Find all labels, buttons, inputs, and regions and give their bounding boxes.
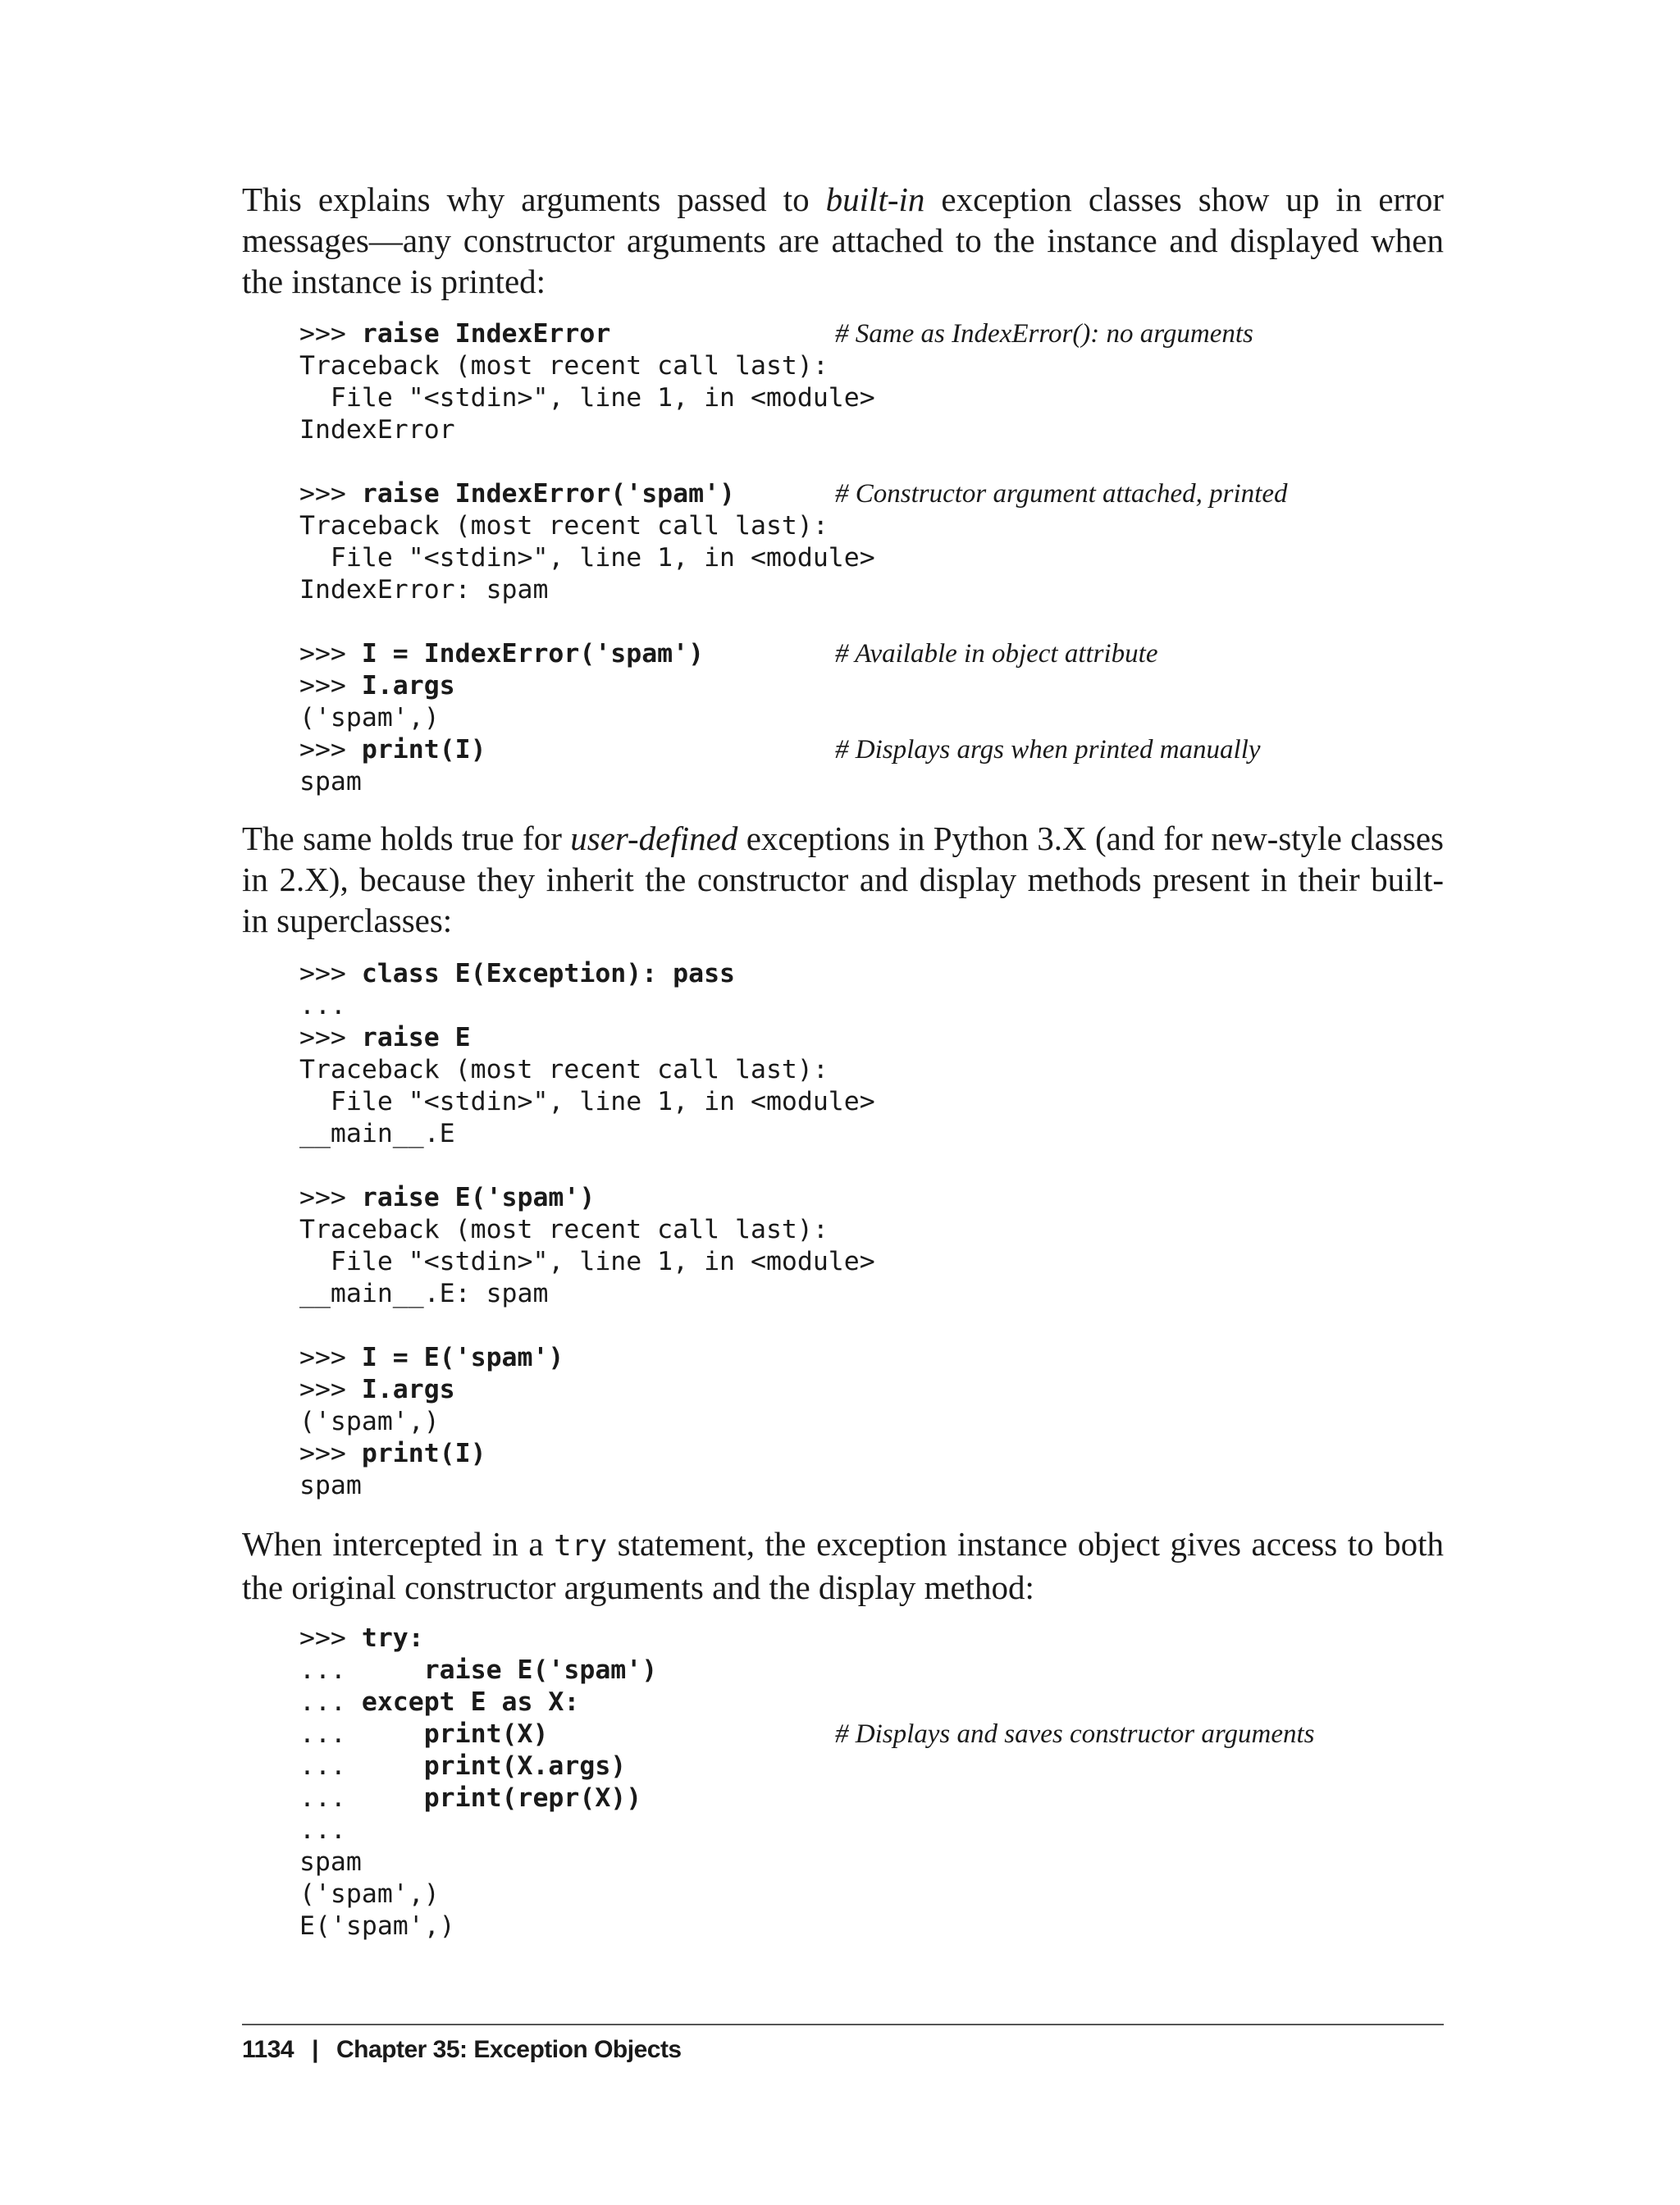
code-output: IndexError: spam [299,575,549,605]
code-line [299,1719,1448,1751]
code-output: spam [299,1471,362,1500]
code-line [299,1623,1448,1655]
code-command: raise E [361,1023,471,1052]
code-command: print(X) [423,1719,549,1749]
code-prompt: ... [299,1815,346,1845]
code-line [299,1022,1448,1054]
code-line [299,1118,1448,1150]
code-block-builtin [299,318,1448,798]
code-line [299,1374,1448,1406]
code-prompt: ... [299,1751,424,1781]
code-line [299,414,1448,446]
code-prompt: ... [299,1655,424,1685]
code-output: spam [299,1847,362,1877]
code-line [299,958,1448,990]
code-line [299,990,1448,1022]
code-output: File "<stdin>", line 1, in <module> [299,1247,875,1276]
code-line [299,766,1448,798]
code-prompt: >>> [299,671,362,701]
footer-rule [242,2024,1444,2025]
code-command: print(repr(X)) [423,1783,642,1813]
code-command: raise E('spam') [361,1183,596,1212]
code-output: __main__.E [299,1119,455,1148]
code-line [299,1086,1448,1118]
code-command: print(X.args) [423,1751,627,1781]
code-command: print(I) [361,1439,486,1468]
chapter-title: Chapter 35: Exception Objects [336,2036,682,2063]
code-line [299,606,1448,638]
code-line [299,1278,1448,1310]
code-line [299,1911,1448,1942]
paragraph-line: When intercepted in a try statement, the exception instance object gives access to both [242,1525,1444,1563]
code-output: File "<stdin>", line 1, in <module> [299,383,875,413]
paragraph-builtin-args [242,179,1444,302]
code-prompt: >>> [299,1023,362,1052]
paragraph-line: This explains why arguments passed to built-in exception classes show up in error [242,180,1444,218]
code-prompt: >>> [299,1439,362,1468]
code-output: File "<stdin>", line 1, in <module> [299,1087,875,1116]
code-output: Traceback (most recent call last): [299,511,829,541]
code-block-try-except [299,1623,1448,1942]
code-prompt: ... [299,1687,362,1717]
code-command: try: [361,1623,424,1653]
code-command: I.args [361,1375,455,1404]
emphasis-user-defined: user-defined [570,819,738,857]
code-line [299,670,1448,702]
code-line [299,1879,1448,1911]
paragraph-line: the instance is printed: [242,262,546,300]
code-prompt: ... [299,991,346,1020]
code-line [299,1847,1448,1879]
code-line [299,542,1448,574]
footer-separator: | [312,2036,318,2063]
code-output: Traceback (most recent call last): [299,1055,829,1084]
code-line [299,1470,1448,1502]
code-prompt: >>> [299,959,362,988]
code-line [299,1310,1448,1342]
code-line [299,1815,1448,1847]
code-line [299,382,1448,414]
code-line [299,1246,1448,1278]
code-prompt: >>> [299,735,362,765]
code-line [299,638,1448,670]
code-line [299,318,1448,350]
code-line [299,1214,1448,1246]
code-line [299,1751,1448,1783]
code-prompt: ... [299,1719,424,1749]
code-comment: # Displays and saves constructor arguments [835,1719,1315,1749]
code-output: ('spam',) [299,703,440,733]
code-line [299,1150,1448,1182]
code-line [299,1406,1448,1438]
code-line [299,1438,1448,1470]
code-command: raise E('spam') [423,1655,658,1685]
paragraph-line: the original constructor arguments and the display method: [242,1568,1034,1606]
code-command: print(I) [361,735,486,765]
paragraph-line: in 2.X), because they inherit the constructor and display methods present in their built- [242,861,1444,898]
code-output: ('spam',) [299,1879,440,1909]
code-line [299,1182,1448,1214]
code-output: ('spam',) [299,1407,440,1436]
page-footer [242,2036,682,2064]
code-prompt: >>> [299,639,362,669]
code-line [299,574,1448,606]
code-block-user-defined [299,958,1448,1502]
code-line [299,350,1448,382]
code-command: raise IndexError('spam') [361,479,736,509]
code-line [299,1655,1448,1687]
code-comment: # Constructor argument attached, printed [835,479,1288,509]
code-prompt: >>> [299,1623,362,1653]
paragraph-line: The same holds true for user-defined exceptions in Python 3.X (and for new-style classes [242,819,1444,857]
code-command: I = E('spam') [361,1343,564,1372]
code-command: I = IndexError('spam') [361,639,705,669]
code-output: __main__.E: spam [299,1279,549,1308]
code-prompt: >>> [299,1375,362,1404]
page-number: 1134 [242,2036,294,2063]
code-output: Traceback (most recent call last): [299,1215,829,1244]
code-prompt: >>> [299,319,362,349]
code-output: spam [299,767,362,797]
code-command: except E as X: [361,1687,580,1717]
code-command: raise IndexError [361,319,611,349]
emphasis-built-in: built-in [825,180,925,218]
code-line [299,702,1448,734]
code-command: class E(Exception): pass [361,959,736,988]
code-line [299,1054,1448,1086]
code-line [299,478,1448,510]
code-line [299,1687,1448,1719]
code-line [299,510,1448,542]
code-comment: # Available in object attribute [835,639,1158,669]
code-prompt: >>> [299,1183,362,1212]
paragraph-user-defined [242,818,1444,941]
paragraph-try-statement [242,1523,1444,1608]
paragraph-line: in superclasses: [242,902,453,939]
code-output: Traceback (most recent call last): [299,351,829,381]
code-prompt: >>> [299,1343,362,1372]
paragraph-line: messages—any constructor arguments are attached to the instance and displayed when [242,221,1444,259]
code-output: File "<stdin>", line 1, in <module> [299,543,875,573]
inline-code-try: try [554,1529,608,1563]
code-command: I.args [361,671,455,701]
code-line [299,1342,1448,1374]
code-comment: # Same as IndexError(): no arguments [835,319,1253,349]
code-line [299,734,1448,766]
code-output: IndexError [299,415,455,445]
code-line [299,446,1448,478]
code-prompt: >>> [299,479,362,509]
code-prompt: ... [299,1783,424,1813]
code-comment: # Displays args when printed manually [835,735,1261,765]
code-output: E('spam',) [299,1911,455,1941]
code-line [299,1783,1448,1815]
